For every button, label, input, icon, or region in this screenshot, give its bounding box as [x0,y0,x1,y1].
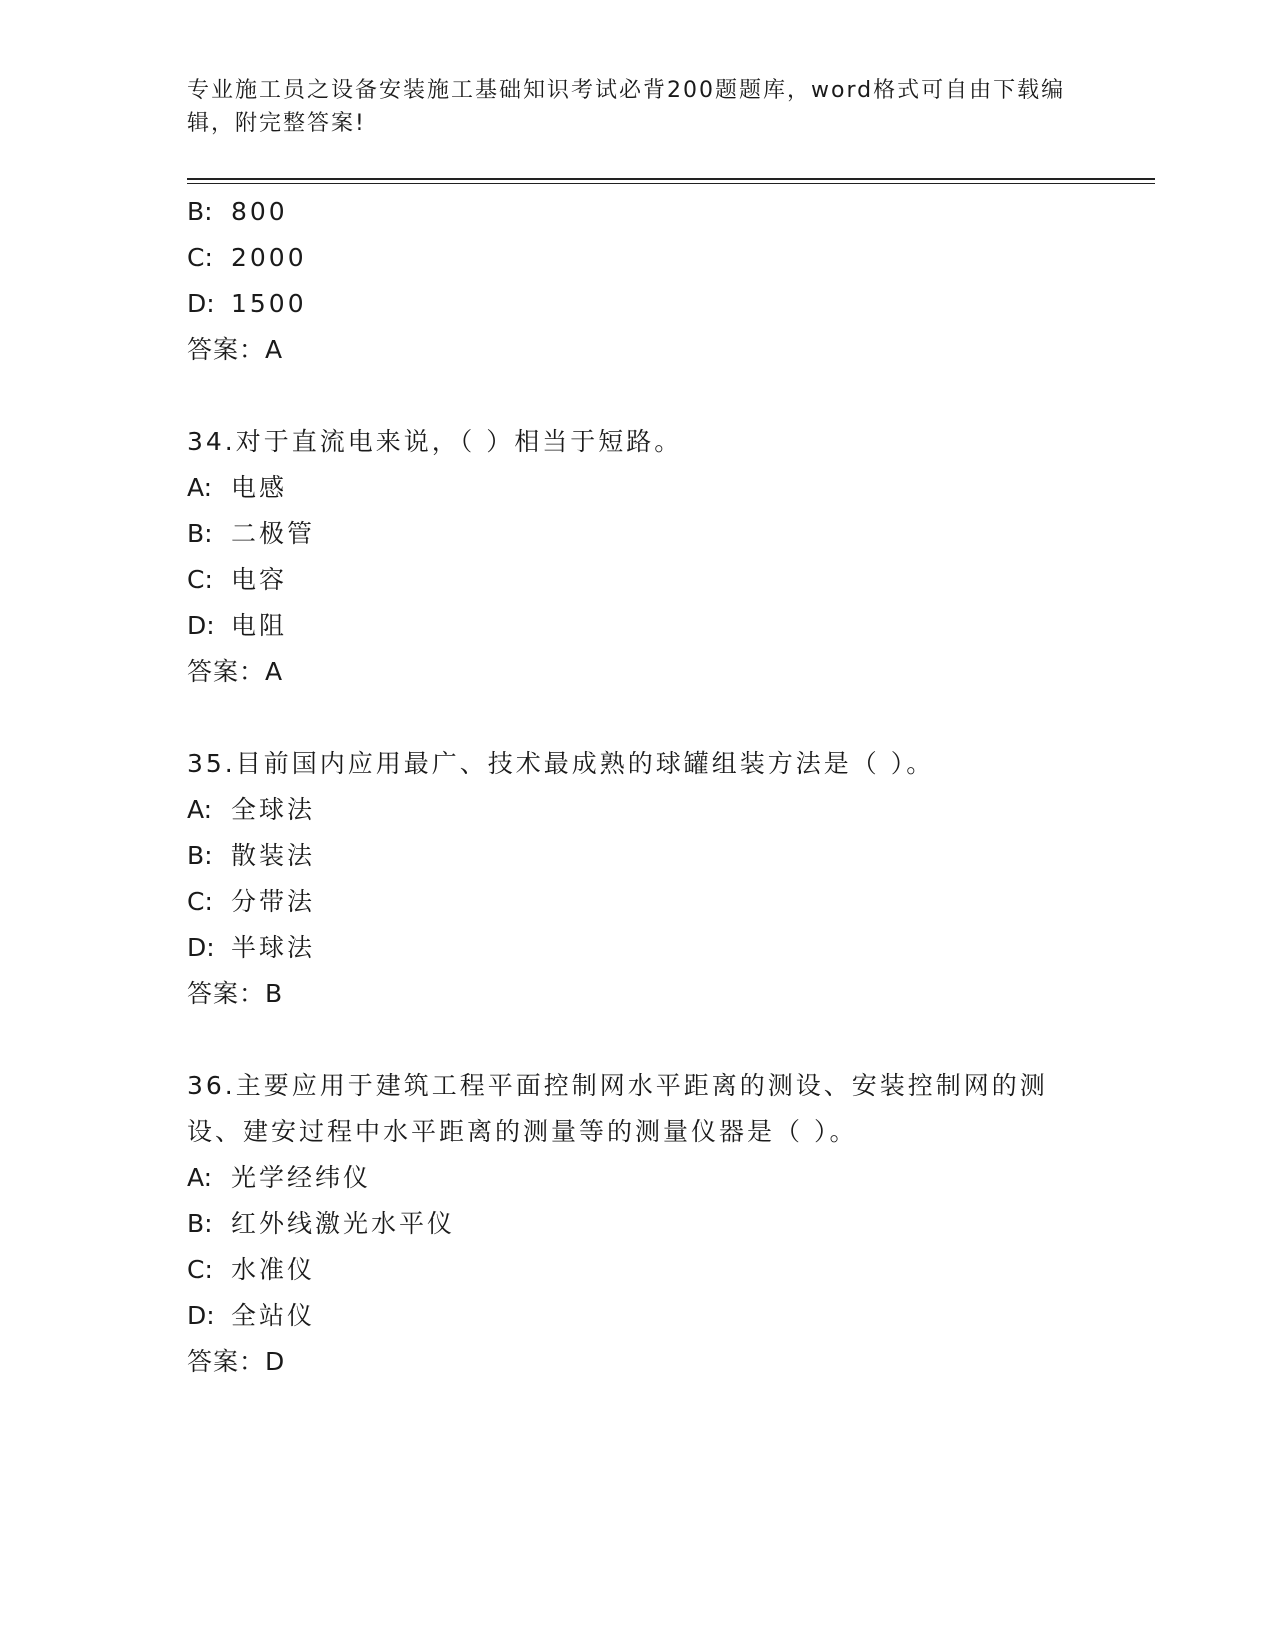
option-label: A: [187,1163,213,1192]
option-label: C: [187,887,213,916]
option-label: C: [187,243,213,272]
question-text: 35.目前国内应用最广、技术最成熟的球罐组装方法是（ ）。 [187,749,935,778]
option-label: D: [187,1301,215,1330]
option-c [187,235,1087,281]
option-label: D: [187,933,215,962]
spacer [187,373,1087,419]
answer-line: 答案：D [187,1347,286,1376]
option-label: A: [187,473,213,502]
option-d [187,281,1087,327]
question-content [187,189,1087,1385]
option-text: 二极管 [231,519,316,548]
option-text: 电阻 [231,611,288,640]
spacer [187,1017,1087,1063]
option-a [187,1155,1087,1201]
option-text: 散装法 [231,841,316,870]
header-divider-thick [187,178,1155,180]
option-label: C: [187,565,213,594]
option-label: C: [187,1255,213,1284]
option-d [187,925,1087,971]
option-text: 全站仪 [231,1301,316,1330]
question-34-block [187,419,1087,695]
option-b [187,833,1087,879]
question-35-block [187,741,1087,1017]
spacer [187,695,1087,741]
option-label: D: [187,289,215,318]
header-divider-thin [187,183,1155,184]
option-text: 红外线激光水平仪 [231,1209,456,1238]
answer-line: 答案：B [187,979,284,1008]
option-b [187,1201,1087,1247]
answer-line: 答案：A [187,335,284,364]
option-a [187,465,1087,511]
question-text: 34.对于直流电来说，（ ）相当于短路。 [187,427,683,456]
option-c [187,557,1087,603]
option-text: 水准仪 [231,1255,316,1284]
option-label: B: [187,197,213,226]
option-text: 1500 [231,289,307,318]
option-text: 电容 [231,565,288,594]
option-b [187,511,1087,557]
option-d [187,603,1087,649]
question-text: 36.主要应用于建筑工程平面控制网水平距离的测设、安装控制网的测设、建安过程中水平距离的测量等的测量仪器是（ ）。 [187,1071,1048,1146]
document-header: 专业施工员之设备安装施工基础知识考试必背200题题库，word格式可自由下载编辑，附完整答案! [187,78,1066,136]
option-text: 半球法 [231,933,316,962]
option-label: A: [187,795,213,824]
option-text: 分带法 [231,887,316,916]
option-d [187,1293,1087,1339]
option-a [187,787,1087,833]
question-36-block [187,1063,1087,1385]
option-text: 800 [231,197,288,226]
option-label: B: [187,519,213,548]
option-text: 全球法 [231,795,316,824]
prev-question-block [187,189,1087,373]
option-b [187,189,1087,235]
option-c [187,1247,1087,1293]
answer-line: 答案：A [187,657,284,686]
option-text: 光学经纬仪 [231,1163,372,1192]
option-label: B: [187,1209,213,1238]
option-label: B: [187,841,213,870]
option-c [187,879,1087,925]
option-text: 2000 [231,243,307,272]
option-text: 电感 [231,473,288,502]
option-label: D: [187,611,215,640]
